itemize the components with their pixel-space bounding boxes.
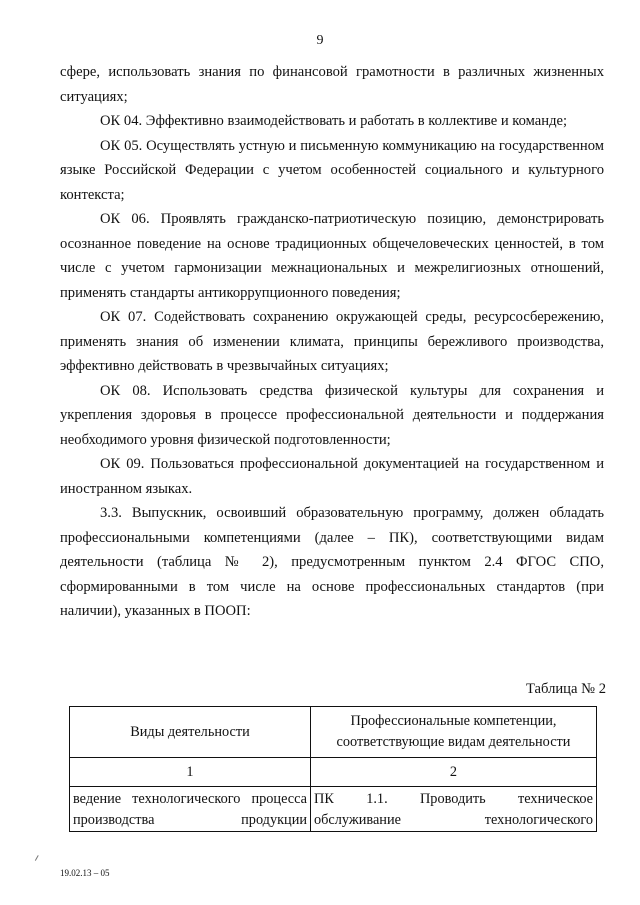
paragraph-ok-05: ОК 05. Осуществлять устную и письменную коммуникацию на государственном языке Российской Федерации с учетом особенностей социального и культурного контекста; (60, 137, 604, 203)
paragraph-ok-06: ОК 06. Проявлять гражданско-патриотическую позицию, демонстрировать осознанное поведение на основе традиционных общечеловеческих ценностей, в том числе с учетом гармонизации межнациональных и межрелигиозных отношений, применять стандарты антикоррупционного поведения; (60, 211, 604, 301)
page-number: 9 (316, 33, 324, 48)
activity-line1: ведение технологического процесса (73, 791, 307, 807)
table-numbering-row (70, 758, 597, 787)
paragraph-ok-08: ОК 08. Использовать средства физической культуры для сохранения и укрепления здоровья в процессе профессиональной деятельности и поддержания необходимого уровня физической подготовленности; (60, 382, 604, 448)
table-caption: Таблица № 2 (526, 681, 606, 697)
footer-document-code: 19.02.13 – 05 (60, 868, 110, 878)
scan-mark (35, 855, 42, 863)
table-header-row (70, 707, 597, 758)
paragraph-ok-09: ОК 09. Пользоваться профессиональной документацией на государственном и иностранном языках. (60, 456, 604, 497)
competency-cell (311, 787, 597, 832)
paragraph-ok-07: ОК 07. Содействовать сохранению окружающей среды, ресурсосбережению, применять знания об изменении климата, принципы бережливого производства, эффективно действовать в чрезвычайных ситуациях; (60, 309, 604, 374)
header-competencies-line1: Профессиональные компетенции, (350, 713, 557, 729)
paragraph-continuation: сфере, использовать знания по финансовой грамотности в различных жизненных ситуациях; (60, 64, 604, 105)
header-competencies-line2: соответствующие видам деятельности (336, 734, 571, 750)
header-activities-label: Виды деятельности (130, 723, 250, 740)
header-cell-activities (70, 707, 311, 758)
competency-line2: обслуживание технологического (314, 812, 593, 828)
numbering-cell-2: 2 (311, 758, 597, 787)
numbering-cell-1: 1 (70, 758, 311, 787)
header-cell-competencies (311, 707, 597, 758)
paragraph-ok-04: ОК 04. Эффективно взаимодействовать и работать в коллективе и команде; (100, 113, 568, 129)
body-text (60, 60, 604, 624)
competency-line1: ПК 1.1. Проводить техническое (314, 791, 593, 807)
paragraph-3-3: 3.3. Выпускник, освоивший образовательную программу, должен обладать профессиональными компетенциями (далее – ПК), соответствующими видам деятельности (таблица № 2), предусмотренным пунктом 2.4 ФГОС СПО, сформированными в том числе на основе профессиональных стандартов (при наличии), указанных в ПООП: (60, 505, 604, 619)
competencies-table (69, 706, 597, 832)
activity-line2: производства продукции (73, 812, 307, 828)
activity-cell (70, 787, 311, 832)
table-row (70, 787, 597, 832)
